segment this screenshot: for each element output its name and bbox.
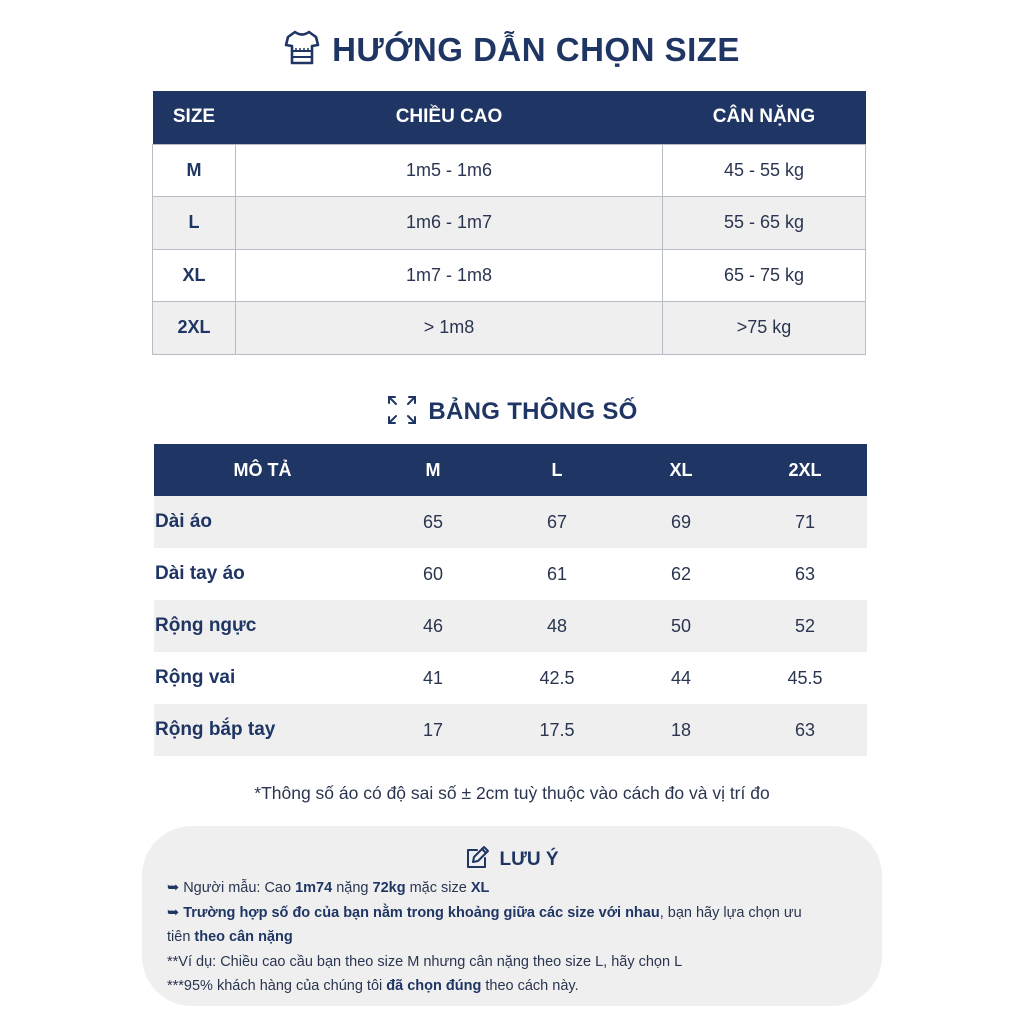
value-cell: 17.5 <box>495 704 619 756</box>
header-xl: XL <box>619 444 743 496</box>
value-cell: 18 <box>619 704 743 756</box>
spec-table-header <box>154 444 867 496</box>
notice-line-example: **Ví dụ: Chiều cao cầu bạn theo size M nhưng cân nặng theo size L, hãy chọn L <box>167 953 683 970</box>
header-m: M <box>371 444 495 496</box>
table-row <box>153 249 866 302</box>
notice-line-advice: ➥ Trường hợp số đo của bạn nằm trong khoảng giữa các size với nhau, bạn hãy lựa chọn ưu <box>167 904 802 921</box>
spec-table <box>154 444 867 756</box>
notice-title <box>142 844 882 875</box>
value-cell: 45.5 <box>787 667 823 688</box>
size-cell: L <box>153 197 236 250</box>
value-cell: 42.5 <box>539 667 575 688</box>
arrow-icon: ➥ <box>167 880 180 896</box>
size-guide-table <box>152 91 866 355</box>
table-row <box>154 600 867 652</box>
size-cell: 2XL <box>153 302 236 355</box>
table-row <box>153 302 866 355</box>
notice-title-text: LƯU Ý <box>499 848 559 870</box>
guide-title <box>0 28 1024 72</box>
height-cell: 1m5 - 1m6 <box>236 144 663 197</box>
table-row <box>154 496 867 548</box>
notice-line-stat: ***95% khách hàng của chúng tôi đã chọn đúng theo cách này. <box>167 978 579 994</box>
height-cell: 1m6 - 1m7 <box>236 197 663 250</box>
table-row <box>154 652 867 704</box>
value-cell: 69 <box>619 496 743 548</box>
value-cell: 65 <box>371 496 495 548</box>
value-cell: 62 <box>670 563 692 584</box>
table-row <box>153 197 866 250</box>
value-cell: 63 <box>743 704 867 756</box>
weight-cell: 45 - 55 kg <box>663 144 866 197</box>
value-cell: 46 <box>371 600 495 652</box>
edit-note-icon <box>465 844 491 875</box>
value-cell: 71 <box>743 496 867 548</box>
notice-line-advice-cont: tiên theo cân nặng <box>167 929 293 945</box>
expand-arrows-icon <box>386 394 418 431</box>
arrow-icon: ➥ <box>167 904 180 921</box>
table-row <box>153 144 866 197</box>
value-cell: 60 <box>422 563 444 584</box>
weight-cell: >75 kg <box>663 302 866 355</box>
value-cell: 63 <box>794 563 816 584</box>
desc-cell: Rộng ngực <box>154 600 371 652</box>
weight-cell: 55 - 65 kg <box>663 197 866 250</box>
header-2xl: 2XL <box>743 444 867 496</box>
tolerance-note: *Thông số áo có độ sai số ± 2cm tuỳ thuộc vào cách đo và vị trí đo <box>254 783 770 803</box>
header-l: L <box>495 444 619 496</box>
notice-box <box>142 826 882 1006</box>
page-title: HƯỚNG DẪN CHỌN SIZE <box>332 31 740 68</box>
size-cell: XL <box>153 249 236 302</box>
value-cell: 52 <box>743 600 867 652</box>
notice-line-model: ➥ Người mẫu: Cao 1m74 nặng 72kg mặc size XL <box>167 880 490 896</box>
height-cell: > 1m8 <box>236 302 663 355</box>
value-cell: 61 <box>546 563 568 584</box>
desc-cell: Dài áo <box>154 496 371 548</box>
desc-cell: Rộng vai <box>155 667 236 688</box>
value-cell: 17 <box>371 704 495 756</box>
weight-cell: 65 - 75 kg <box>663 249 866 302</box>
shirt-measure-icon <box>284 29 320 72</box>
header-desc: MÔ TẢ <box>154 444 371 496</box>
size-cell: M <box>153 144 236 197</box>
table-row <box>154 704 867 756</box>
desc-cell: Dài tay áo <box>155 563 245 584</box>
value-cell: 67 <box>495 496 619 548</box>
header-size: SIZE <box>153 91 236 144</box>
value-cell: 44 <box>670 667 692 688</box>
header-weight: CÂN NẶNG <box>663 91 866 144</box>
spec-title <box>0 394 1024 430</box>
header-height: CHIỀU CAO <box>236 91 663 144</box>
value-cell: 41 <box>422 667 444 688</box>
spec-title-text: BẢNG THÔNG SỐ <box>428 398 638 425</box>
table-row <box>154 548 867 600</box>
height-cell: 1m7 - 1m8 <box>236 249 663 302</box>
value-cell: 50 <box>619 600 743 652</box>
size-table-header <box>153 91 866 144</box>
desc-cell: Rộng bắp tay <box>154 704 371 756</box>
value-cell: 48 <box>495 600 619 652</box>
notice-body <box>167 876 882 999</box>
